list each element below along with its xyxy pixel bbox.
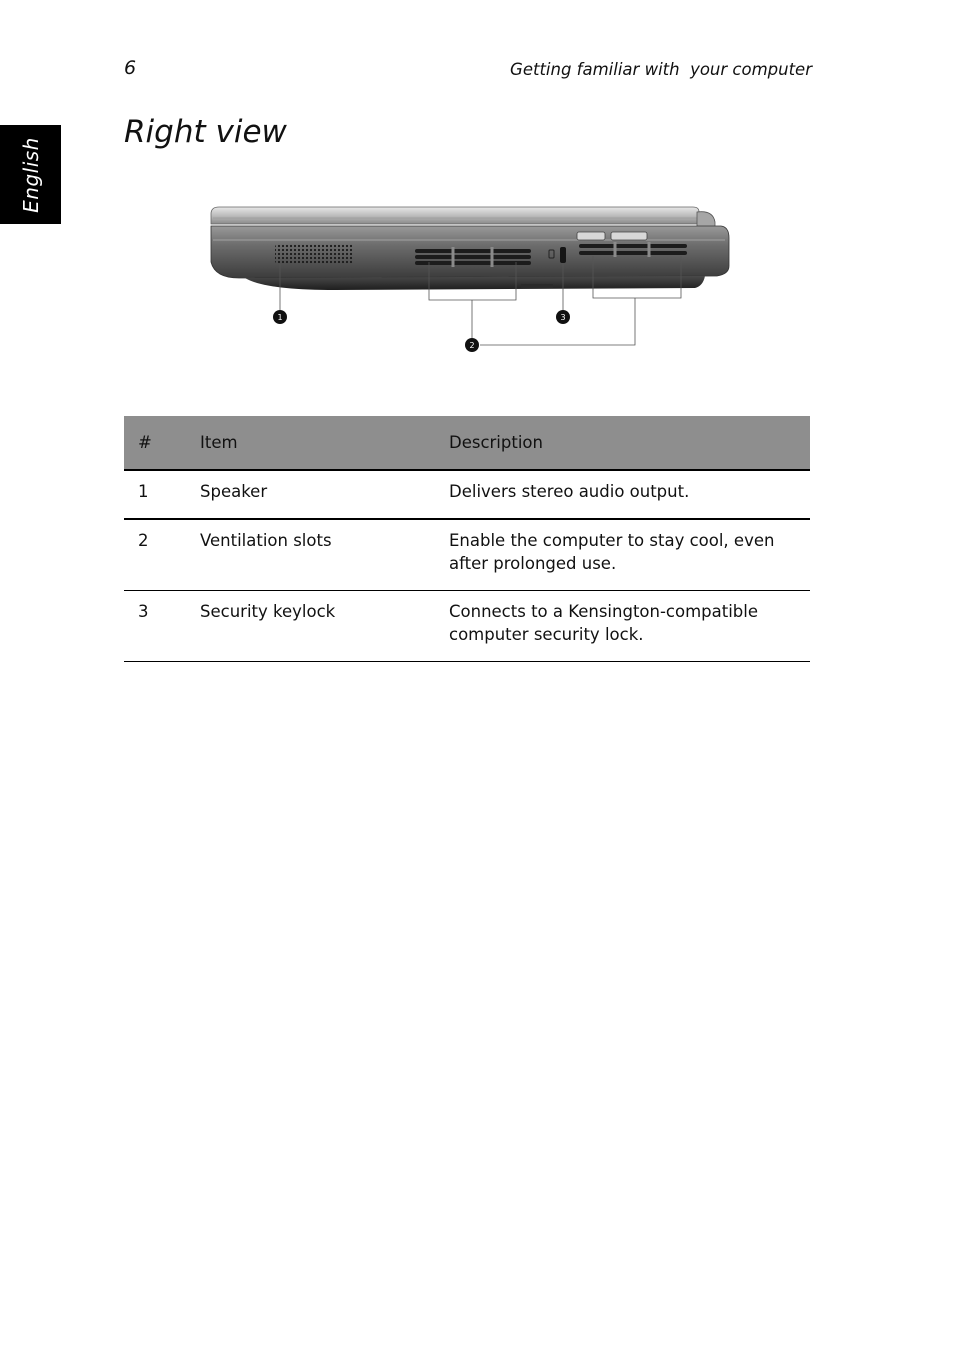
callout-marker-1 (273, 310, 287, 324)
callout-marker-2 (465, 338, 479, 352)
table-row (124, 519, 810, 591)
callout-number-1: 1 (277, 313, 283, 322)
right-view-items-table (124, 416, 810, 662)
callout-markers (205, 200, 735, 360)
section-title: Right view (124, 114, 287, 150)
table-row (124, 591, 810, 662)
table-header-row (124, 416, 810, 470)
language-side-tab (0, 125, 61, 224)
header-description: Description (435, 416, 810, 470)
row-number: 1 (124, 470, 186, 519)
table-row (124, 470, 810, 519)
header-number: # (124, 416, 186, 470)
running-head: Getting familiar with your computer (510, 60, 812, 79)
callout-number-3: 3 (560, 313, 566, 322)
callout-number-2: 2 (469, 341, 475, 350)
row-description: Enable the computer to stay cool, even after prolonged use. (435, 519, 810, 591)
callout-marker-3 (556, 310, 570, 324)
page-number: 6 (124, 57, 137, 79)
row-item: Security keylock (186, 591, 435, 662)
row-description: Connects to a Kensington-compatible computer security lock. (435, 591, 810, 662)
header-item: Item (186, 416, 435, 470)
laptop-right-view-figure (205, 200, 735, 360)
row-item: Speaker (186, 470, 435, 519)
side-tab-label: English (18, 136, 43, 213)
row-number: 2 (124, 519, 186, 591)
row-number: 3 (124, 591, 186, 662)
row-item: Ventilation slots (186, 519, 435, 591)
row-description: Delivers stereo audio output. (435, 470, 810, 519)
